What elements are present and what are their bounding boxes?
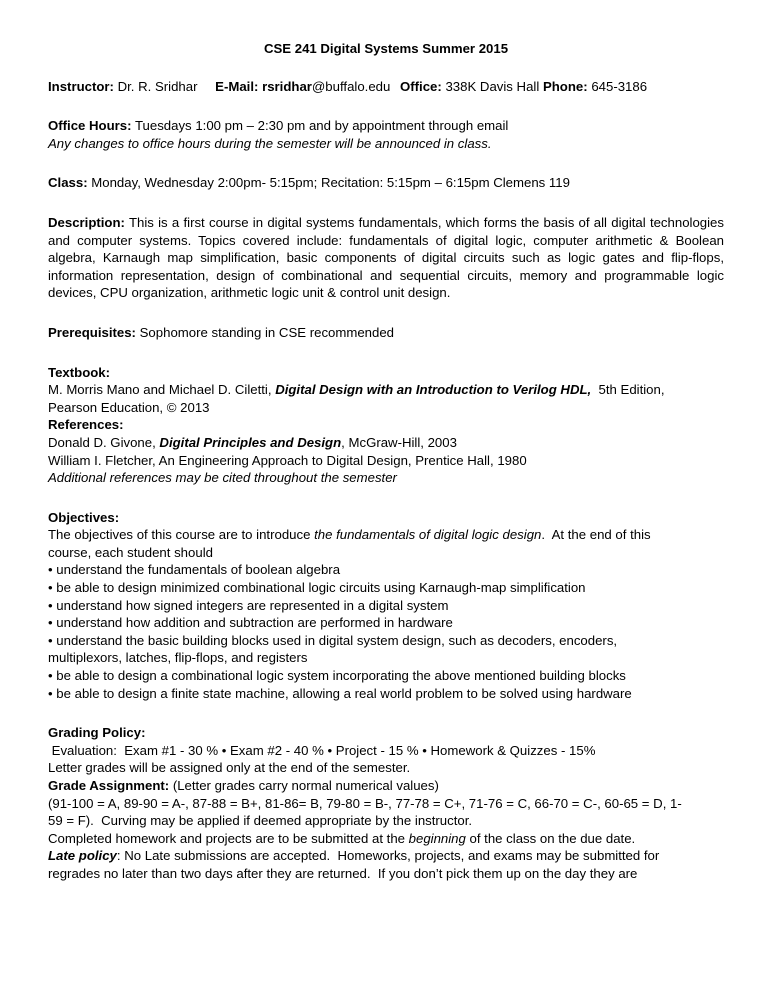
objectives-intro: [48, 526, 724, 544]
grade-assignment-line: [48, 777, 724, 795]
office-label: Office:: [400, 78, 442, 94]
prerequisites-label: Prerequisites:: [48, 324, 136, 340]
objectives-intro-line2: course, each student should: [48, 544, 213, 560]
textbook-edition: 5th Edition,: [591, 382, 665, 398]
references-note: Additional references may be cited throughout the semester: [48, 470, 397, 486]
grade-scale-line-2: 59 = F). Curving may be applied if deemed appropriate by the instructor.: [48, 813, 473, 829]
prerequisites-value: Sophomore standing in CSE recommended: [139, 324, 395, 340]
objective-item: • be able to design a combinational logic system incorporating the above mentioned building blocks: [48, 668, 626, 684]
late-policy-line-1: [48, 847, 724, 865]
class-line: [48, 174, 724, 192]
description-text: This is a first course in digital systems fundamentals, which forms the basis of all digital technologies and computer systems. Topics covered include: fundamentals of digital logic, computer arithmetic & Boolean algebra, Karnaugh map simplification, basic components of digital circuits such as logic gates and flip-flops, information representation, design of combinational and sequential circuits, memory and programmable logic devices, CPU organization, arithmetic logic unit & control unit design.: [48, 214, 724, 301]
email-domain: @buffalo.edu: [311, 78, 391, 94]
description-label: Description:: [48, 214, 125, 230]
instructor-name: Dr. R. Sridhar: [117, 78, 198, 94]
submission-line: [48, 830, 724, 848]
textbook-citation: [48, 381, 724, 399]
email-label: E-Mail:: [215, 78, 259, 94]
description-paragraph: [48, 214, 724, 302]
objectives-intro-em: the fundamentals of digital logic design: [314, 527, 542, 543]
submission-em: beginning: [408, 830, 466, 846]
references-label: References:: [48, 417, 124, 433]
textbook-authors: M. Morris Mano and Michael D. Ciletti,: [48, 382, 276, 398]
textbook-publisher: Pearson Education, © 2013: [48, 399, 210, 415]
objectives-label: Objectives:: [48, 509, 120, 525]
reference-2: William I. Fletcher, An Engineering Approach to Digital Design, Prentice Hall, 1980: [48, 452, 527, 468]
syllabus-page: [48, 40, 724, 883]
office-location: 338K Davis Hall: [445, 78, 540, 94]
reference-1-author: Donald D. Givone,: [48, 434, 160, 450]
class-schedule: Monday, Wednesday 2:00pm- 5:15pm; Recitation: 5:15pm – 6:15pm Clemens 119: [91, 175, 570, 191]
instructor-line: [48, 78, 724, 96]
grade-scale-line-1: (91-100 = A, 89-90 = A-, 87-88 = B+, 81-86= B, 79-80 = B-, 77-78 = C+, 71-76 = C, 66-70 = C-, 60-65 = D, 1-: [48, 795, 682, 811]
objectives-intro-b: . At the end of this: [541, 527, 651, 543]
objective-item: • understand the fundamentals of boolean algebra: [48, 562, 341, 578]
objective-item: • understand how addition and subtraction are performed in hardware: [48, 615, 453, 631]
office-hours-note: Any changes to office hours during the semester will be announced in class.: [48, 135, 492, 151]
office-hours-label: Office Hours:: [48, 118, 132, 134]
submission-b: of the class on the due date.: [465, 830, 636, 846]
objective-item: • understand the basic building blocks used in digital system design, such as decoders, encoders,: [48, 632, 618, 648]
instructor-label: Instructor:: [48, 78, 114, 94]
grading-letter-note: Letter grades will be assigned only at the end of the semester.: [48, 760, 411, 776]
reference-1-rest: , McGraw-Hill, 2003: [341, 434, 457, 450]
submission-a: Completed homework and projects are to be submitted at the: [48, 830, 409, 846]
late-policy-line-2: regrades no later than two days after they are returned. If you don’t pick them up on the day they are: [48, 865, 638, 881]
grade-assignment-value: (Letter grades carry normal numerical values): [169, 778, 439, 793]
phone-number: 645-3186: [591, 78, 648, 94]
grade-assignment-label: Grade Assignment:: [48, 778, 170, 793]
class-label: Class:: [48, 175, 88, 191]
prerequisites-line: [48, 324, 724, 342]
office-hours-line: [48, 117, 724, 135]
reference-1: [48, 434, 724, 452]
objective-item: • be able to design a finite state machine, allowing a real world problem to be solved using hardware: [48, 685, 632, 701]
reference-1-title: Digital Principles and Design: [159, 434, 342, 450]
textbook-label: Textbook:: [48, 364, 111, 380]
phone-label: Phone:: [542, 78, 588, 94]
objective-item: multiplexors, latches, flip-flops, and registers: [48, 650, 308, 666]
email-user: rsridhar: [262, 78, 312, 94]
grading-evaluation: Evaluation: Exam #1 - 30 % • Exam #2 - 40 % • Project - 15 % • Homework & Quizzes - 15%: [48, 742, 596, 758]
grading-label: Grading Policy:: [48, 725, 146, 741]
objective-item: • understand how signed integers are represented in a digital system: [48, 597, 449, 613]
textbook-title: Digital Design with an Introduction to Verilog HDL,: [275, 382, 592, 398]
late-policy-label: Late policy: [48, 848, 117, 864]
late-policy-text: : No Late submissions are accepted. Homeworks, projects, and exams may be submitted for: [116, 848, 660, 864]
office-hours-value: Tuesdays 1:00 pm – 2:30 pm and by appointment through email: [134, 118, 509, 134]
objectives-intro-a: The objectives of this course are to introduce: [48, 527, 315, 543]
document-title: CSE 241 Digital Systems Summer 2015: [263, 41, 509, 56]
objective-item: • be able to design minimized combinational logic circuits using Karnaugh-map simplification: [48, 580, 586, 596]
